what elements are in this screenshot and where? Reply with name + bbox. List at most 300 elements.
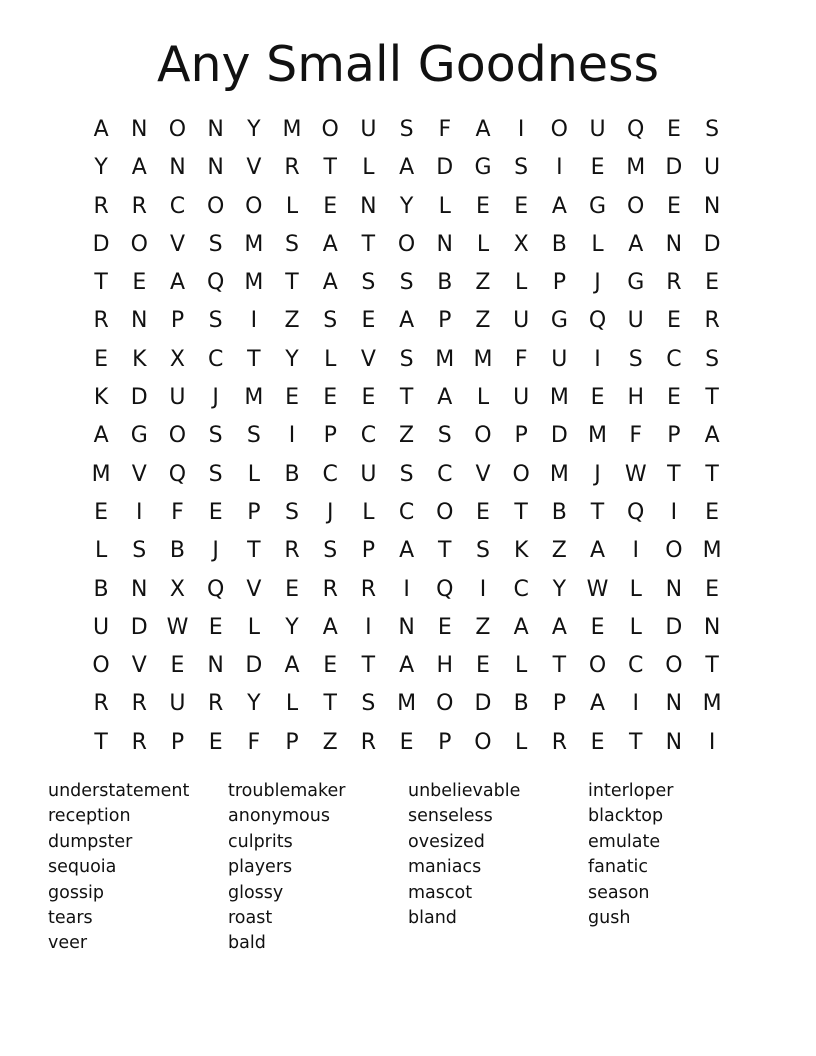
grid-letter: O [436,691,454,717]
grid-letter: A [590,538,606,564]
grid-letter: J [594,461,601,487]
word-column [408,779,588,957]
grid-letter: O [92,653,110,679]
grid-letter: T [361,231,376,257]
grid-letter: N [665,231,683,257]
grid-letter: U [551,346,568,372]
grid-letter: T [94,270,108,296]
grid-letter: E [666,117,681,142]
word-list-item: dumpster [48,831,133,852]
grid-letter: T [361,653,376,679]
word-list [48,779,768,957]
grid-letter: V [169,231,185,257]
grid-letter: U [589,117,606,142]
grid-letter: B [513,691,529,717]
grid-letter: N [169,155,186,181]
grid-letter: V [246,576,262,602]
word-list-item: mascot [408,882,473,903]
grid-letter: S [132,538,147,564]
grid-letter: S [399,117,414,142]
grid-letter: Y [399,193,414,219]
grid-letter: Z [399,423,415,449]
grid-letter: S [323,538,338,564]
grid-letter: C [322,461,338,487]
grid-letter: E [476,499,490,525]
grid-letter: D [130,385,148,411]
grid-letter: E [399,729,414,755]
grid-letter: D [665,614,683,640]
word-list-item: players [228,857,293,878]
grid-letter: A [704,423,720,449]
grid-letter: X [169,346,185,372]
grid-letter: S [399,461,414,487]
grid-letter: V [360,346,376,372]
grid-letter: F [438,117,452,142]
grid-letter: C [513,576,529,602]
grid-letter: I [479,576,487,602]
grid-letter: D [665,155,683,181]
grid-letter: R [360,729,377,755]
grid-letter: P [170,308,185,334]
grid-letter: C [169,193,186,219]
grid-letter: B [169,538,186,564]
grid-letter: T [552,653,567,679]
grid-letter: D [92,231,110,257]
grid-letter: L [247,461,260,487]
word-list-item: sequoia [48,857,117,878]
grid-letter: A [551,193,567,219]
grid-letter: Q [206,270,225,296]
grid-letter: U [513,308,530,334]
grid-letter: R [322,576,338,602]
grid-letter: A [284,653,300,679]
grid-letter: R [131,691,147,717]
grid-letter: E [132,270,147,296]
grid-letter: A [131,155,147,181]
word-list-item: understatement [48,781,190,801]
grid-letter: P [438,308,452,334]
grid-letter: E [170,653,185,679]
grid-letter: K [93,385,109,411]
grid-letter: M [435,346,455,372]
grid-letter: H [627,385,644,411]
grid-letter: G [589,193,607,219]
grid-letter: E [666,193,681,219]
grid-letter: Y [247,691,261,717]
grid-letter: E [323,385,338,411]
grid-letter: N [207,117,224,142]
grid-letter: C [360,423,377,449]
word-list-item: interloper [588,781,674,801]
grid-letter: Y [285,346,299,372]
grid-letter: Z [475,614,491,640]
grid-letter: F [629,423,643,449]
grid-letter: T [667,461,681,487]
grid-letter: Q [588,308,607,334]
grid-letter: L [629,614,642,640]
grid-letter: A [169,270,185,296]
grid-letter: A [628,231,644,257]
word-list-item: tears [48,908,93,929]
grid-letter: J [212,538,219,564]
grid-letter: X [513,231,529,257]
grid-letter: I [288,423,296,449]
grid-letter: I [136,499,143,525]
grid-letter: R [666,270,682,296]
grid-letter: L [591,231,604,257]
grid-letter: J [212,385,219,411]
grid-letter: N [665,729,683,755]
word-list-item: culprits [228,831,293,852]
grid-letter: L [247,614,260,640]
word-list-item: ovesized [408,831,485,852]
grid-letter: Z [322,729,338,755]
grid-letter: Q [168,461,187,487]
grid-letter: P [361,538,376,564]
grid-letter: M [702,691,722,717]
grid-letter: F [514,346,528,372]
grid-letter: I [708,729,716,755]
grid-letter: N [131,308,148,334]
grid-letter: M [282,117,302,142]
grid-letter: S [361,691,376,717]
grid-letter: I [556,155,563,181]
word-column [228,779,408,957]
grid-letter: E [361,308,376,334]
grid-letter: I [632,538,639,564]
grid-letter: J [594,270,601,296]
word-list-item: veer [48,933,88,954]
grid-letter: E [590,614,605,640]
grid-letter: S [208,231,223,257]
word-list-item: unbelievable [408,781,521,801]
grid-letter: M [549,461,569,487]
grid-letter: N [131,576,148,602]
grid-letter: I [403,576,410,602]
grid-letter: W [166,614,189,640]
grid-letter: C [207,346,224,372]
grid-letter: U [704,155,721,181]
grid-letter: R [284,155,300,181]
grid-letter: A [322,270,338,296]
grid-letter: W [586,576,609,602]
grid-letter: L [476,231,490,257]
grid-letter: V [246,155,262,181]
grid-letter: I [670,499,678,525]
grid-letter: R [284,538,300,564]
letter-grid [82,111,731,762]
word-list-item: senseless [408,806,493,827]
word-column [588,779,768,957]
grid-letter: E [476,193,490,219]
grid-letter: P [552,691,566,717]
grid-letter: Q [627,117,645,142]
grid-letter: D [474,691,492,717]
grid-letter: L [324,346,337,372]
grid-letter: R [131,193,147,219]
grid-letter: T [323,691,337,717]
grid-letter: R [360,576,377,602]
grid-letter: E [590,155,605,181]
grid-letter: E [285,385,299,411]
grid-letter: O [206,193,225,219]
grid-letter: A [513,614,529,640]
grid-letter: M [473,346,493,372]
grid-letter: O [665,538,683,564]
grid-letter: L [362,155,375,181]
grid-letter: Z [284,308,300,334]
grid-letter: A [93,117,109,142]
grid-letter: E [323,653,338,679]
word-list-item: blacktop [588,806,664,827]
grid-letter: U [169,385,186,411]
word-list-item: gossip [48,882,105,903]
grid-letter: S [705,117,720,142]
grid-letter: M [397,691,417,717]
grid-letter: M [588,423,608,449]
grid-letter: E [94,346,109,372]
grid-letter: I [594,346,601,372]
grid-letter: T [247,346,261,372]
grid-letter: R [208,691,224,717]
grid-letter: A [399,155,415,181]
grid-letter: M [626,155,646,181]
grid-letter: E [476,653,490,679]
grid-letter: O [588,653,607,679]
grid-letter: E [666,385,681,411]
grid-letter: J [326,499,334,525]
grid-letter: T [323,155,337,181]
grid-letter: T [94,729,108,755]
grid-letter: D [550,423,568,449]
grid-letter: Y [552,576,567,602]
grid-letter: R [551,729,567,755]
word-list-item: bland [408,908,457,929]
grid-letter: A [437,385,453,411]
grid-letter: A [322,614,338,640]
grid-letter: I [632,691,639,717]
grid-letter: I [365,614,372,640]
grid-letter: E [666,308,681,334]
grid-letter: O [512,461,530,487]
grid-letter: H [436,653,454,679]
grid-letter: E [705,499,720,525]
grid-letter: B [284,461,300,487]
grid-letter: N [436,231,454,257]
grid-letter: V [131,653,147,679]
grid-letter: V [131,461,147,487]
grid-letter: X [169,576,185,602]
grid-letter: S [285,499,300,525]
grid-letter: D [703,231,721,257]
word-list-item: maniacs [408,857,482,878]
grid-letter: P [514,423,528,449]
grid-letter: B [93,576,109,602]
grid-letter: O [665,653,683,679]
grid-letter: N [703,614,721,640]
grid-letter: L [285,691,299,717]
grid-letter: B [551,231,567,257]
grid-letter: O [627,193,645,219]
grid-letter: L [515,270,528,296]
grid-letter: Y [94,155,108,181]
grid-letter: E [705,270,720,296]
grid-letter: S [285,231,300,257]
grid-letter: M [91,461,111,487]
grid-letter: Z [475,308,491,334]
grid-letter: L [629,576,642,602]
grid-letter: L [476,385,490,411]
grid-letter: U [360,117,377,142]
grid-letter: U [169,691,186,717]
grid-letter: Y [247,117,261,142]
grid-letter: N [703,193,721,219]
grid-letter: R [93,691,109,717]
grid-letter: U [627,308,644,334]
word-list-item: season [588,882,650,903]
grid-letter: Q [206,576,225,602]
grid-letter: S [399,270,414,296]
page-title: Any Small Goodness [156,36,660,93]
grid-letter: C [398,499,415,525]
grid-letter: S [475,538,490,564]
grid-letter: T [628,729,643,755]
grid-letter: E [208,499,223,525]
grid-letter: F [247,729,261,755]
grid-letter: L [94,538,108,564]
grid-letter: T [399,385,414,411]
grid-letter: P [323,423,337,449]
grid-letter: O [474,729,492,755]
grid-letter: S [208,461,223,487]
grid-letter: B [437,270,453,296]
grid-letter: I [250,308,258,334]
grid-letter: U [513,385,530,411]
grid-letter: I [517,117,525,142]
grid-letter: T [247,538,261,564]
grid-letter: B [551,499,567,525]
grid-letter: Z [475,270,491,296]
grid-letter: U [360,461,377,487]
grid-letter: A [399,308,415,334]
grid-letter: T [285,270,299,296]
grid-letter: M [244,231,264,257]
grid-letter: N [131,117,148,142]
grid-letter: T [590,499,605,525]
grid-letter: E [361,385,376,411]
word-list-item: bald [228,933,266,954]
grid-letter: P [247,499,261,525]
grid-letter: P [170,729,185,755]
grid-letter: R [93,193,109,219]
grid-letter: O [436,499,454,525]
grid-letter: A [551,614,567,640]
word-list-item: reception [48,806,131,827]
word-list-item: gush [588,908,631,929]
grid-letter: Q [436,576,454,602]
grid-letter: G [474,155,492,181]
grid-letter: E [285,576,299,602]
grid-letter: L [515,653,528,679]
grid-letter: A [93,423,109,449]
grid-letter: L [438,193,451,219]
grid-letter: A [399,653,415,679]
grid-letter: D [436,155,454,181]
grid-letter: O [168,423,187,449]
grid-letter: C [628,653,644,679]
grid-letter: E [590,729,605,755]
word-list-item: roast [228,908,273,929]
grid-letter: G [550,308,568,334]
grid-letter: L [362,499,375,525]
grid-letter: E [514,193,529,219]
grid-letter: T [514,499,528,525]
grid-letter: E [705,576,720,602]
grid-letter: P [552,270,566,296]
grid-letter: N [360,193,377,219]
grid-letter: F [171,499,184,525]
grid-letter: E [437,614,452,640]
grid-letter: S [361,270,376,296]
grid-letter: O [321,117,339,142]
grid-letter: P [438,729,452,755]
grid-letter: N [665,576,683,602]
grid-letter: A [475,117,491,142]
word-list-item: anonymous [228,806,330,827]
grid-letter: M [244,270,264,296]
grid-letter: M [549,385,569,411]
grid-letter: G [130,423,148,449]
grid-letter: V [475,461,491,487]
grid-letter: E [208,729,223,755]
grid-letter: D [245,653,263,679]
grid-letter: S [208,423,223,449]
grid-letter: Y [285,614,299,640]
grid-letter: T [705,385,719,411]
grid-letter: N [665,691,683,717]
grid-letter: K [132,346,147,372]
grid-letter: O [397,231,416,257]
grid-letter: P [285,729,299,755]
grid-letter: O [168,117,187,142]
grid-letter: O [474,423,492,449]
grid-letter: E [323,193,338,219]
word-list-item: troublemaker [228,781,346,801]
grid-letter: R [131,729,147,755]
grid-letter: R [704,308,720,334]
grid-letter: U [93,614,110,640]
grid-letter: N [207,155,224,181]
grid-letter: L [285,193,299,219]
grid-letter: A [590,691,606,717]
grid-letter: S [705,346,720,372]
grid-letter: R [93,308,109,334]
grid-letter: N [207,653,224,679]
grid-letter: T [705,461,719,487]
word-column [48,779,228,957]
grid-letter: W [624,461,647,487]
grid-letter: Q [627,499,645,525]
word-list-item: fanatic [588,857,649,878]
grid-letter: D [130,614,148,640]
grid-letter: E [590,385,605,411]
grid-letter: O [550,117,568,142]
grid-letter: T [438,538,452,564]
grid-letter: S [628,346,643,372]
grid-letter: C [437,461,453,487]
grid-letter: E [208,614,223,640]
grid-letter: E [94,499,109,525]
